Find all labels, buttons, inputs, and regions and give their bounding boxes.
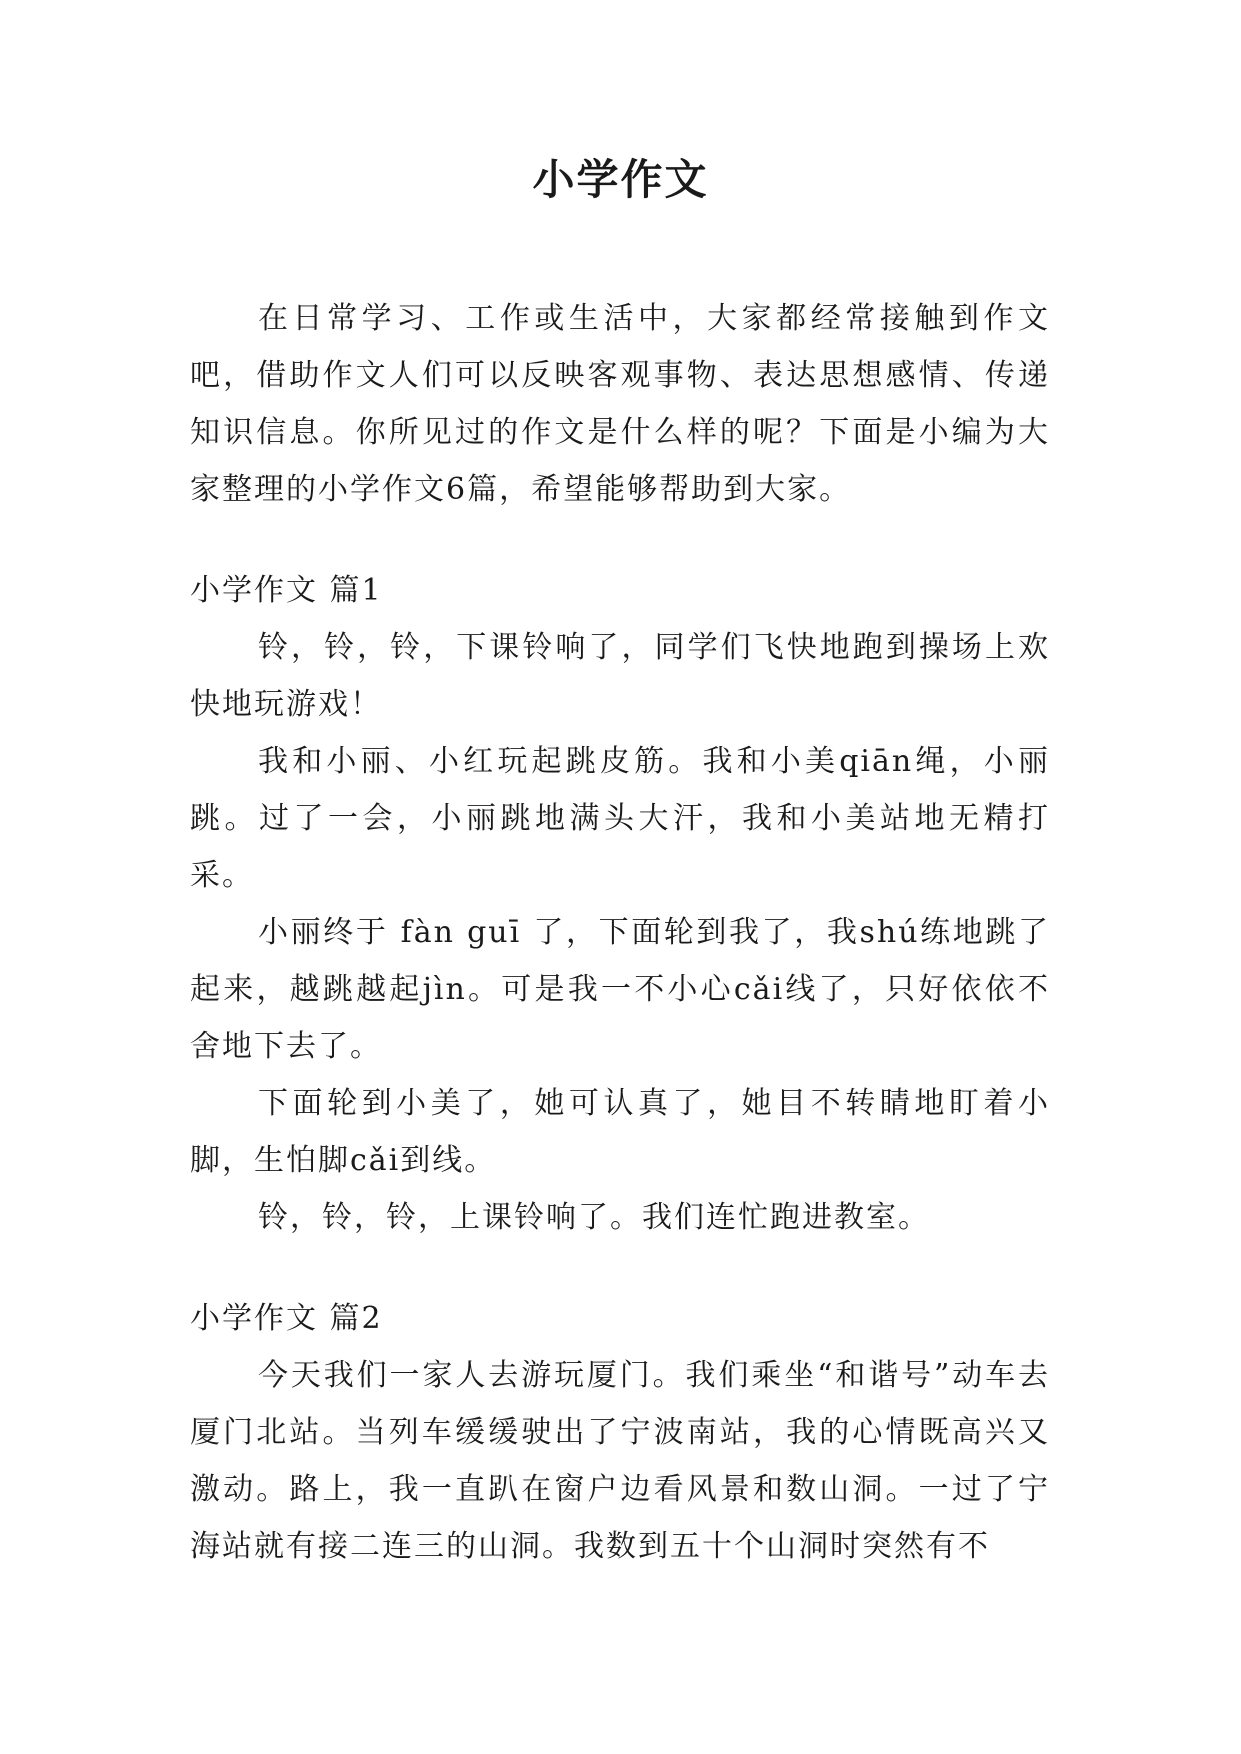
section-heading: 小学作文 篇1 [190,573,383,608]
paragraph: 铃，铃，铃，下课铃响了，同学们飞快地跑到操场上欢快地玩游戏！ [190,630,1050,722]
essay-section-2 [190,1290,1050,1575]
paragraph: 铃，铃，铃，上课铃响了。我们连忙跑进教室。 [258,1200,930,1235]
paragraph: 小丽终于 fàn guī 了，下面轮到我了，我shú练地跳了起来，越跳越起jìn。可是我一不小心cǎi线了，只好依依不舍地下去了。 [190,915,1050,1064]
section-heading: 小学作文 篇2 [190,1301,383,1336]
paragraph: 我和小丽、小红玩起跳皮筋。我和小美qiān绳，小丽跳。过了一会，小丽跳地满头大汗，我和小美站地无精打采。 [190,744,1050,893]
document-body [190,290,1050,1575]
section-spacer [190,518,1050,562]
essay-section-1 [190,562,1050,1246]
section-spacer [190,1246,1050,1290]
paragraph: 下面轮到小美了，她可认真了，她目不转睛地盯着小脚，生怕脚cǎi到线。 [190,1086,1050,1178]
paragraph: 今天我们一家人去游玩厦门。我们乘坐“和谐号”动车去厦门北站。当列车缓缓驶出了宁波南站，我的心情既高兴又激动。路上，我一直趴在窗户边看风景和数山洞。一过了宁海站就有接二连三的山洞。我数到五十个山洞时突然有不 [190,1358,1050,1564]
page-title: 小学作文 [532,155,709,204]
intro-paragraph: 在日常学习、工作或生活中，大家都经常接触到作文吧，借助作文人们可以反映客观事物、表达思想感情、传递知识信息。你所见过的作文是什么样的呢？下面是小编为大家整理的小学作文6篇，希望能够帮助到大家。 [190,301,1050,507]
